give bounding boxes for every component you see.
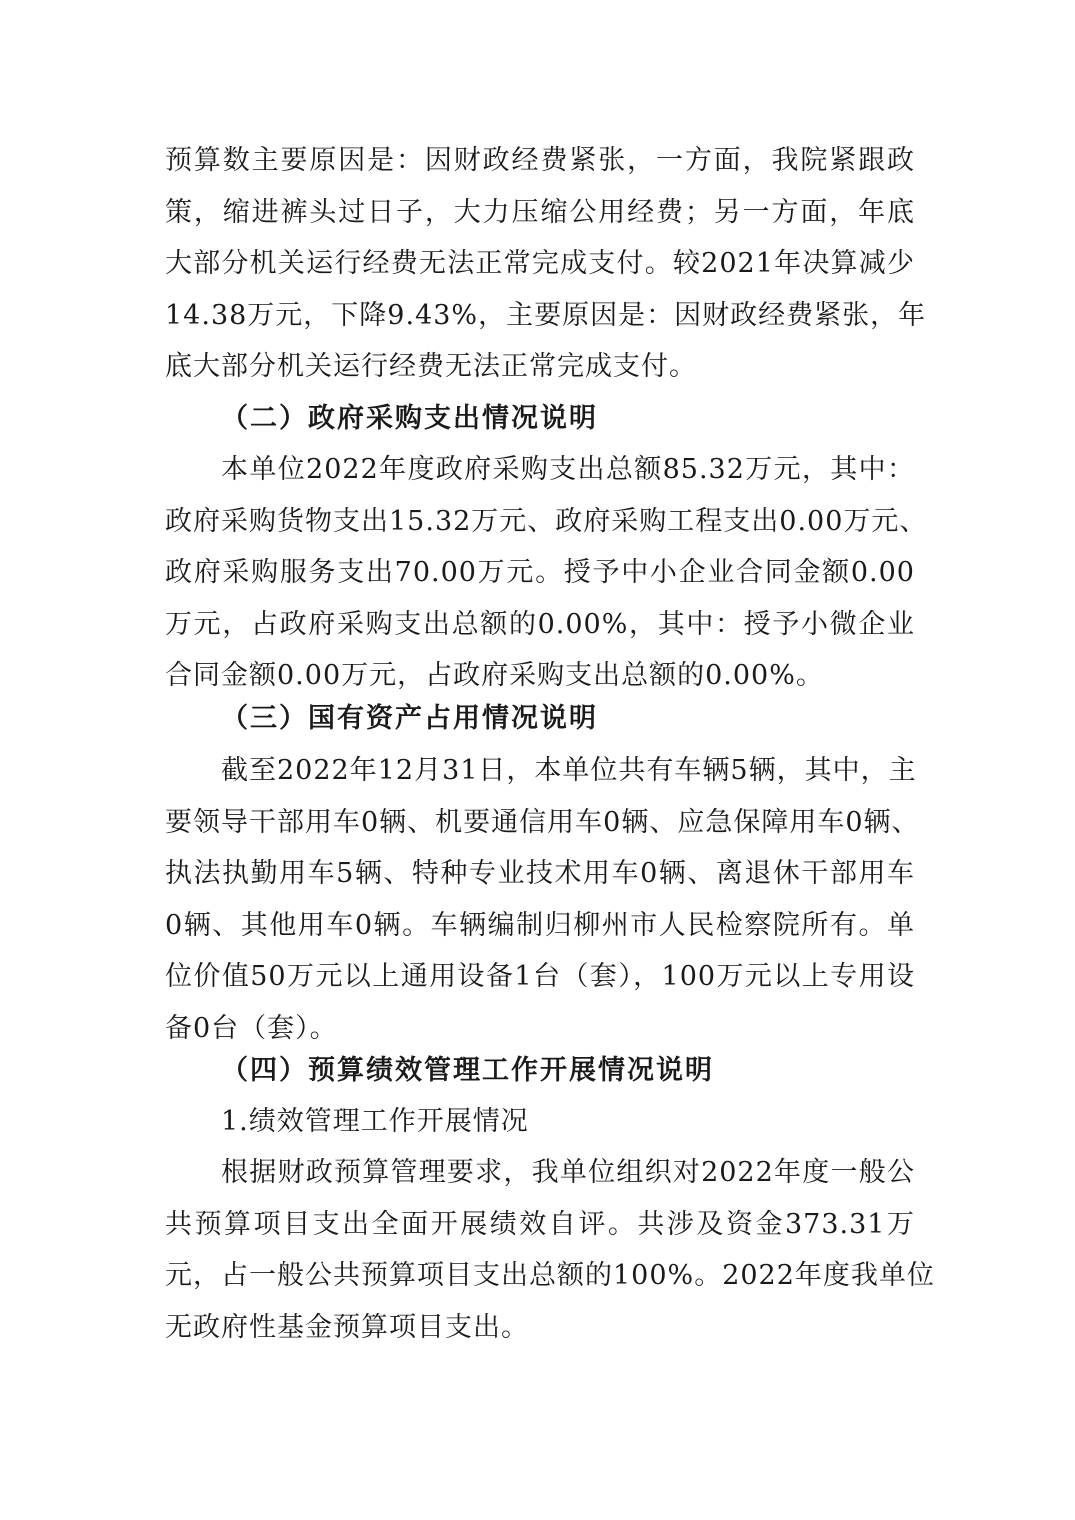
text-line: 政府采购服务支出70.00万元。授予中小企业合同金额0.00 [165,557,915,588]
text-line: 截至2022年12月31日，本单位共有车辆5辆，其中，主 [221,755,917,786]
text-line: 无政府性基金预算项目支出。 [165,1311,529,1343]
subheading-performance-management [165,1096,915,1148]
heading-text: （四）预算绩效管理工作开展情况说明 [221,1055,714,1086]
heading-text: （二）政府采购支出情况说明 [221,403,598,434]
text-line: 0辆、其他用车0辆。车辆编制归柳州市人民检察院所有。单 [165,909,915,941]
text-line: 根据财政预算管理要求，我单位组织对2022年度一般公 [221,1157,915,1188]
subheading-text: 1.绩效管理工作开展情况 [221,1106,529,1137]
paragraph-procurement [165,444,928,702]
text-line: 要领导干部用车0辆、机要通信用车0辆、应急保障用车0辆、 [165,806,920,838]
paragraph-performance [165,1147,935,1353]
text-line: 合同金额0.00万元，占政府采购支出总额的0.00%。 [165,660,824,691]
text-line: 14.38万元，下降9.43%，主要原因是：因财政经费紧张，年 [165,299,927,331]
text-line: 底大部分机关运行经费无法正常完成支付。 [165,351,697,382]
text-line: 本单位2022年度政府采购支出总额85.32万元，其中： [221,454,915,485]
text-line: 共预算项目支出全面开展绩效自评。共涉及资金373.31万 [165,1208,915,1240]
text-line: 位价值50万元以上通用设备1台（套），100万元以上专用设 [165,961,915,992]
paragraph-assets [165,745,920,1054]
heading-text: （三）国有资产占用情况说明 [221,703,598,734]
text-line: 执法执勤用车5辆、特种专业技术用车0辆、离退休干部用车 [165,858,915,889]
section-heading-performance [165,1045,915,1097]
text-line: 政府采购货物支出15.32万元、政府采购工程支出0.00万元、 [165,505,928,537]
section-heading-assets [165,693,915,745]
text-line: 大部分机关运行经费无法正常完成支付。较2021年决算减少 [165,248,915,279]
text-line: 元，占一般公共预算项目支出总额的100%。2022年度我单位 [165,1260,935,1291]
text-line: 备0台（套）。 [165,1012,338,1044]
section-heading-procurement [165,393,915,445]
text-line: 万元，占政府采购支出总额的0.00%，其中：授予小微企业 [165,608,915,640]
text-line: 预算数主要原因是：因财政经费紧张，一方面，我院紧跟政 [165,145,915,176]
text-line: 策，缩进裤头过日子，大力压缩公用经费；另一方面，年底 [165,196,915,228]
paragraph-intro [165,135,927,393]
